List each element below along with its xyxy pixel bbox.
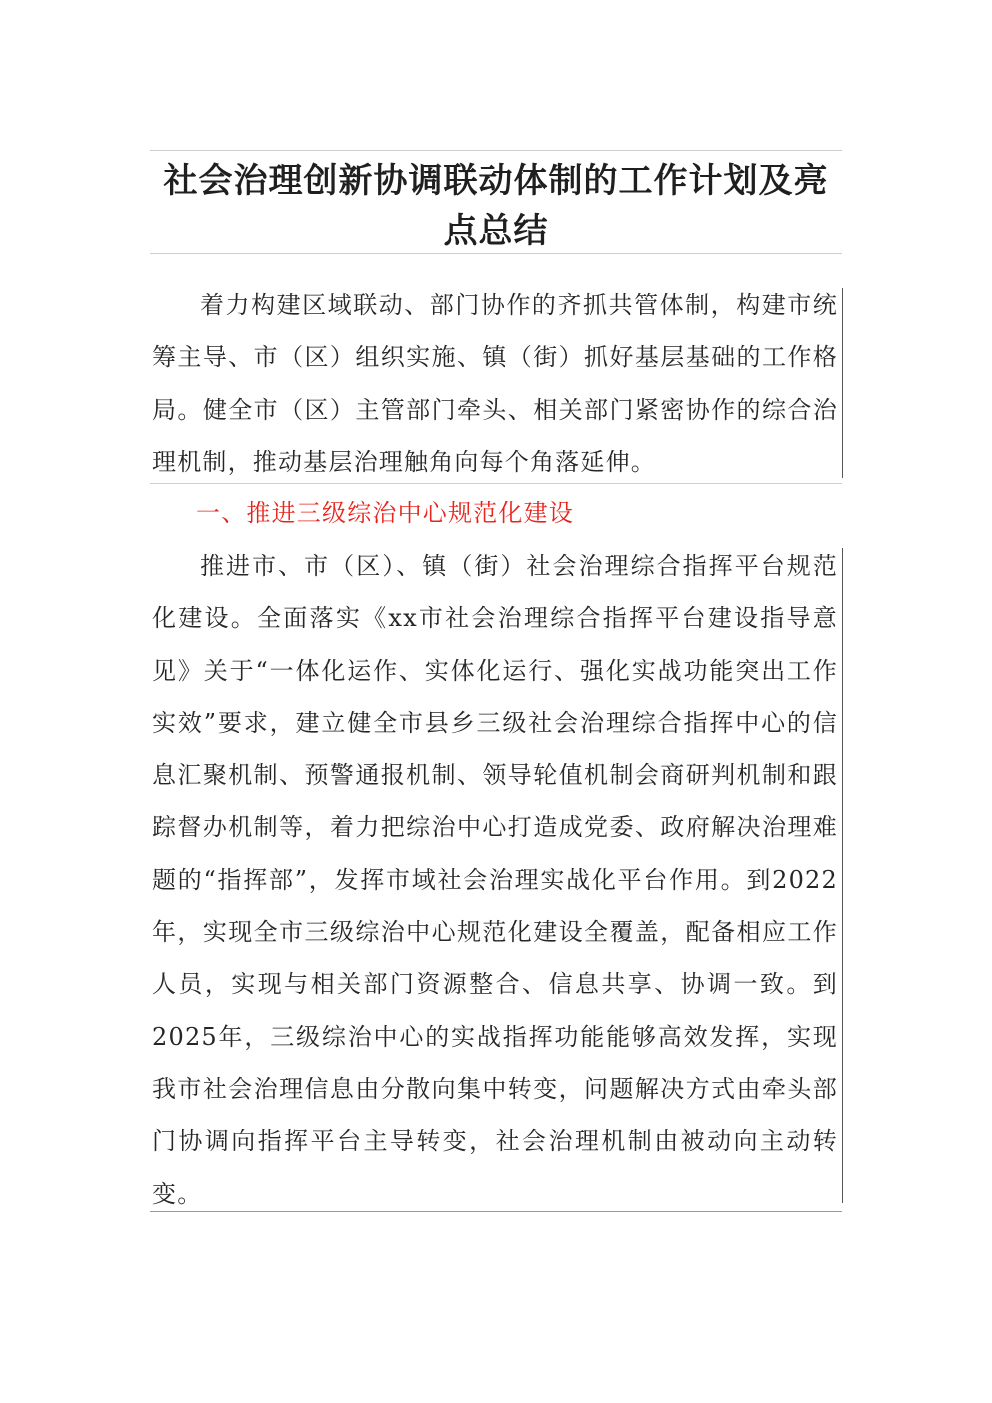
right-margin-marker	[842, 288, 843, 478]
paragraph-divider	[150, 483, 842, 484]
intro-paragraph: 着力构建区域联动、部门协作的齐抓共管体制，构建市统筹主导、市（区）组织实施、镇（街）抓好基层基础的工作格局。健全市（区）主管部门牵头、相关部门紧密协作的综合治理机制，推动基层治理触角向每个角落延伸。	[152, 291, 838, 476]
bottom-rule	[150, 1211, 842, 1212]
section-paragraph: 推进市、市（区）、镇（街）社会治理综合指挥平台规范化建设。全面落实《xx市社会治理综合指挥平台建设指导意见》关于“一体化运作、实体化运行、强化实战功能突出工作实效”要求，建立健全市县乡三级社会治理综合指挥中心的信息汇聚机制、预警通报机制、领导轮值机制会商研判机制和跟踪督办机制等，着力把综治中心打造成党委、政府解决治理难题的“指挥部”，发挥市域社会治理实战化平台作用。到2022年，实现全市三级综治中心规范化建设全覆盖，配备相应工作人员，实现与相关部门资源整合、信息共享、协调一致。到2025年，三级综治中心的实战指挥功能能够高效发挥，实现我市社会治理信息由分散向集中转变，问题解决方式由牵头部门协调向指挥平台主导转变，社会治理机制由被动向主动转变。	[152, 552, 838, 1208]
title-bottom-rule	[150, 253, 842, 254]
right-margin-marker	[842, 548, 843, 1203]
title-top-rule	[150, 150, 842, 151]
document-title: 社会治理创新协调联动体制的工作计划及亮点总结	[163, 161, 829, 251]
section-heading: 一、推进三级综治中心规范化建设	[196, 499, 574, 527]
